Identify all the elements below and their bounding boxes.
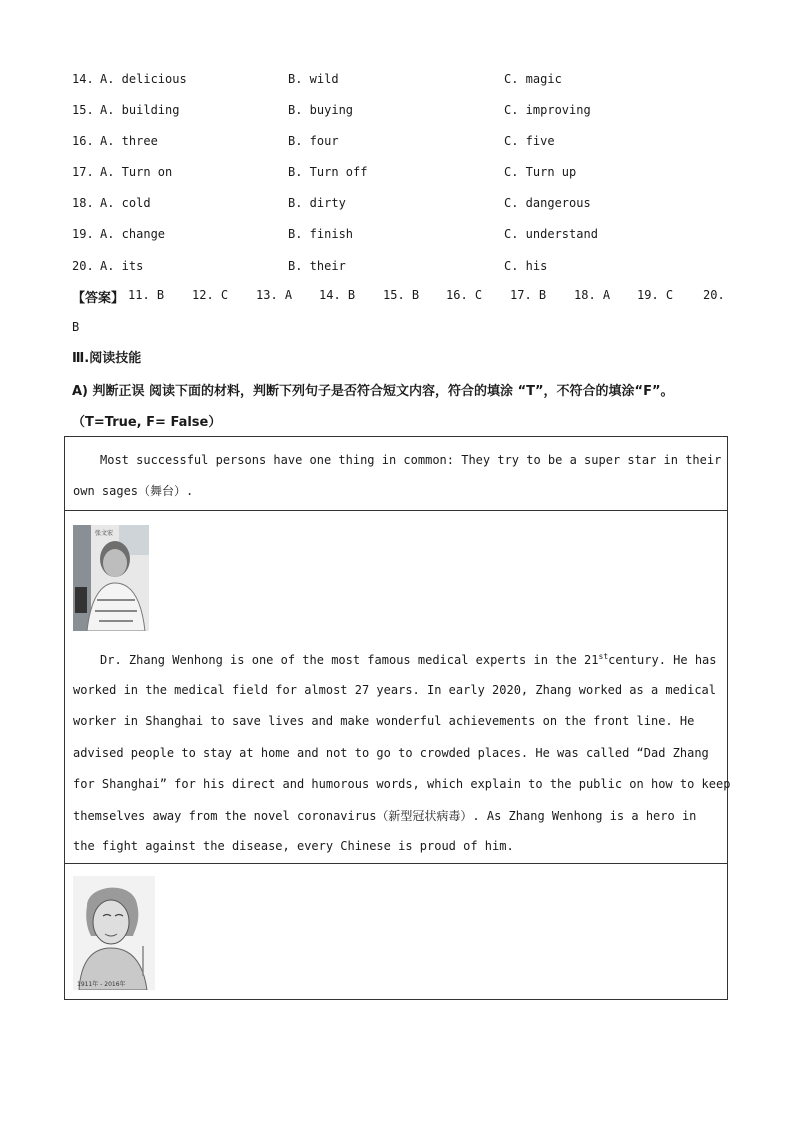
option-c: C. his	[504, 259, 548, 273]
option-b: B. finish	[288, 227, 354, 241]
question-number: 15.	[72, 103, 94, 117]
intro-line-2: own sages（舞台）.	[73, 484, 194, 498]
answer-item: 15. B	[383, 288, 420, 302]
zhang-line-3: worker in Shanghai to save lives and make wonderful achievements on the front line. He	[73, 714, 695, 728]
question-number: 16.	[72, 134, 94, 148]
answer-item: 16. C	[446, 288, 483, 302]
option-a: A. three	[100, 134, 158, 148]
zhang-photo	[73, 525, 149, 631]
answer-item: 13. A	[256, 288, 293, 302]
option-row	[72, 134, 732, 154]
zhang-line-4: advised people to stay at home and not to go to crowded places. He was called “Dad Zhang	[73, 746, 709, 760]
question-number: 14.	[72, 72, 94, 86]
zhang-line-7: the fight against the disease, every Chinese is proud of him.	[73, 839, 514, 853]
option-row	[72, 227, 732, 247]
portrait-sketch	[73, 876, 155, 990]
option-a: A. building	[100, 103, 180, 117]
option-b: B. wild	[288, 72, 339, 86]
portrait-caption: 1911年 - 2016年	[77, 981, 126, 988]
option-a: A. change	[100, 227, 166, 241]
instruction-key: （T=True, F= False）	[72, 415, 222, 430]
zhang-line-1: Dr. Zhang Wenhong is one of the most famous medical experts in the 21stcentury. He has	[100, 652, 717, 667]
answer-item: 18. A	[574, 288, 611, 302]
zhang-line-6: themselves away from the novel coronavirus（新型冠状病毒）. As Zhang Wenhong is a hero in	[73, 809, 697, 823]
answer-label: 【答案】	[72, 291, 125, 306]
instruction: A) 判断正误 阅读下面的材料，判断下列句子是否符合短文内容，符合的填涂 “T”，不符合的填涂“F”。	[72, 384, 674, 399]
option-c: C. Turn up	[504, 165, 577, 179]
portrait-box	[64, 863, 728, 1000]
option-c: C. dangerous	[504, 196, 591, 210]
answer-item: 20.	[703, 288, 725, 302]
option-c: C. magic	[504, 72, 562, 86]
option-b: B. buying	[288, 103, 354, 117]
question-number: 17.	[72, 165, 94, 179]
section-title: Ⅲ.阅读技能	[72, 351, 142, 366]
option-b: B. their	[288, 259, 346, 273]
answer-item: 17. B	[510, 288, 547, 302]
question-number: 19.	[72, 227, 94, 241]
option-c: C. five	[504, 134, 555, 148]
question-number: 20.	[72, 259, 94, 273]
option-c: C. improving	[504, 103, 591, 117]
zhang-line-2: worked in the medical field for almost 27 years. In early 2020, Zhang worked as a medical	[73, 683, 716, 697]
zhang-box	[64, 510, 731, 864]
option-a: A. cold	[100, 196, 151, 210]
answer-item: 12. C	[192, 288, 229, 302]
answer-item: 14. B	[319, 288, 356, 302]
option-a: A. Turn on	[100, 165, 173, 179]
option-row	[72, 165, 732, 185]
intro-box	[64, 436, 728, 511]
answer-item: 19. C	[637, 288, 674, 302]
option-a: A. delicious	[100, 72, 187, 86]
option-b: B. dirty	[288, 196, 346, 210]
answer-wrap: B	[72, 320, 80, 334]
answer-line	[72, 287, 732, 334]
option-row	[72, 103, 732, 123]
option-b: B. four	[288, 134, 339, 148]
zhang-book-text: 张文宏	[95, 530, 114, 537]
zhang-line-5: for Shanghai” for his direct and humorous words, which explain to the public on how to keep	[73, 777, 731, 791]
option-b: B. Turn off	[288, 165, 368, 179]
option-row	[72, 259, 732, 279]
option-a: A. its	[100, 259, 144, 273]
option-row	[72, 72, 732, 92]
option-row	[72, 196, 732, 216]
intro-line-1: Most successful persons have one thing in common: They try to be a super star in their	[100, 453, 722, 467]
question-number: 18.	[72, 196, 94, 210]
answer-item: 11. B	[128, 288, 165, 302]
option-c: C. understand	[504, 227, 598, 241]
